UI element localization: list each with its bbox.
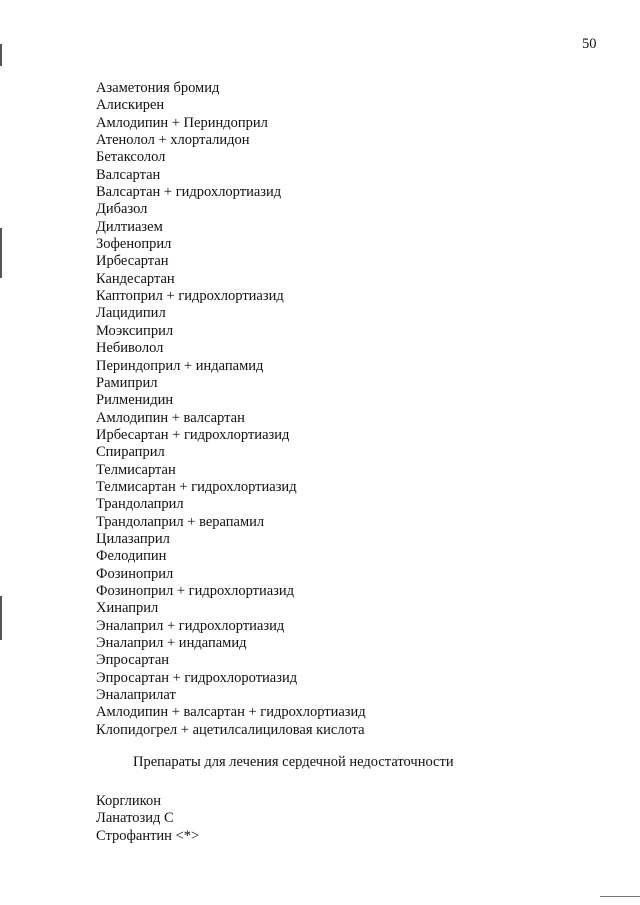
drug-list-item: Эналаприлат	[96, 687, 176, 704]
drug-list-item: Валсартан + гидрохлортиазид	[96, 184, 282, 201]
drug-list-item: Периндоприл + индапамид	[96, 357, 264, 374]
drug-list-item: Цилазаприл	[96, 530, 170, 547]
heart-failure-drug-list	[96, 793, 199, 845]
drug-list-item: Хинаприл	[96, 600, 159, 617]
drug-list-item: Фелодипин	[96, 548, 167, 565]
scan-edge-mark	[0, 44, 2, 66]
scan-edge-mark	[0, 596, 2, 640]
drug-list-item: Алискирен	[96, 97, 165, 114]
section-heading-heart-failure: Препараты для лечения сердечной недостаточности	[133, 754, 454, 770]
drug-list-item: Азаметония бромид	[96, 80, 220, 96]
drug-list-item: Рамиприл	[96, 374, 158, 391]
drug-list-item: Бетаксолол	[96, 149, 166, 166]
drug-list-item: Ирбесартан	[96, 253, 169, 270]
drug-list-item: Каптоприл + гидрохлортиазид	[96, 288, 284, 305]
drug-list-item: Трандолаприл	[96, 496, 184, 513]
antihypertensive-drug-list	[96, 80, 366, 739]
drug-list-item: Эналаприл + гидрохлортиазид	[96, 617, 285, 634]
drug-list-item: Трандолаприл + верапамил	[96, 513, 265, 530]
drug-list-item: Амлодипин + валсартан	[96, 409, 245, 426]
scan-edge-mark	[600, 896, 640, 897]
page-number: 50	[582, 36, 597, 52]
drug-list-item: Эналаприл + индапамид	[96, 635, 247, 651]
drug-list-item: Кандесартан	[96, 270, 175, 287]
drug-list-item: Телмисартан + гидрохлортиазид	[96, 478, 297, 495]
drug-list-item: Фозиноприл	[96, 565, 174, 582]
drug-list-item: Эпросартан	[96, 652, 170, 669]
drug-list-item: Дибазол	[96, 201, 148, 218]
drug-list-item: Эпросартан + гидрохлоротиазид	[96, 669, 298, 686]
drug-list-item: Ланатозид С	[96, 810, 174, 827]
drug-list-item: Моэксиприл	[96, 322, 174, 339]
drug-list-item: Дилтиазем	[96, 218, 163, 235]
drug-list-item: Спираприл	[96, 444, 165, 461]
scan-edge-mark	[0, 228, 2, 278]
drug-list-item: Фозиноприл + гидрохлортиазид	[96, 582, 295, 599]
drug-list-item: Ирбесартан + гидрохлортиазид	[96, 426, 290, 443]
drug-list-item: Валсартан	[96, 166, 161, 183]
drug-list-item: Телмисартан	[96, 461, 176, 478]
drug-list-item: Амлодипин + валсартан + гидрохлортиазид	[96, 704, 366, 721]
drug-list-item: Лацидипил	[96, 305, 166, 322]
drug-list-item: Рилменидин	[96, 392, 174, 409]
drug-list-item: Коргликон	[96, 793, 161, 809]
drug-list-item: Атенолол + хлорталидон	[96, 132, 250, 149]
drug-list-item: Клопидогрел + ацетилсалициловая кислота	[96, 721, 365, 738]
drug-list-item: Амлодипин + Периндоприл	[96, 114, 268, 131]
drug-list-item: Небиволол	[96, 340, 164, 357]
drug-list-item: Строфантин <*>	[96, 827, 200, 844]
drug-list-item: Зофеноприл	[96, 236, 172, 253]
